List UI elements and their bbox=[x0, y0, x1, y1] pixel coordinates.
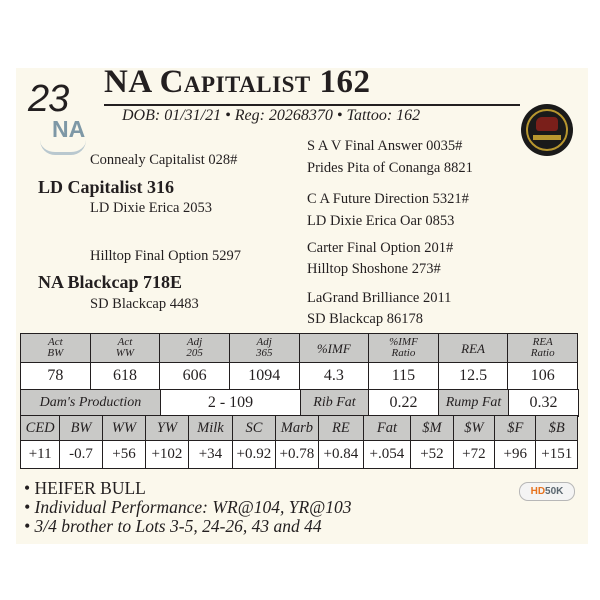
title-divider bbox=[104, 104, 520, 106]
epd-value: +34 bbox=[188, 441, 233, 469]
epd-header: $F bbox=[495, 416, 536, 441]
registration-line: DOB: 01/31/21 • Reg: 20268370 • Tattoo: 162 bbox=[122, 107, 421, 124]
dams-production-label: Dam's Production bbox=[21, 390, 161, 417]
perf-header: Adj 365 bbox=[229, 334, 299, 363]
dam-sire: Hilltop Final Option 5297 bbox=[90, 248, 242, 264]
pedigree-right-6: Hilltop Shoshone 273# bbox=[307, 261, 441, 277]
pedigree-right-4: LD Dixie Erica Oar 0853 bbox=[307, 213, 455, 229]
note-item: • HEIFER BULL bbox=[24, 478, 146, 498]
epd-value: +0.78 bbox=[275, 441, 318, 469]
angus-association-seal-icon bbox=[521, 104, 573, 156]
epd-header: RE bbox=[319, 416, 364, 441]
epd-header: WW bbox=[102, 416, 145, 441]
rump-fat-value: 0.32 bbox=[509, 390, 579, 417]
epd-value: +96 bbox=[495, 441, 536, 469]
perf-value: 12.5 bbox=[438, 363, 508, 390]
perf-value: 606 bbox=[160, 363, 230, 390]
epd-header: Milk bbox=[188, 416, 233, 441]
epd-header: CED bbox=[21, 416, 60, 441]
notes-list bbox=[24, 479, 352, 536]
pedigree-right-5: Carter Final Option 201# bbox=[307, 240, 454, 256]
epd-value: -0.7 bbox=[60, 441, 102, 469]
rump-fat-label: Rump Fat bbox=[439, 390, 509, 417]
epd-value: +102 bbox=[146, 441, 188, 469]
epd-value: +11 bbox=[21, 441, 60, 469]
rib-fat-label: Rib Fat bbox=[301, 390, 369, 417]
sire-dam: LD Dixie Erica 2053 bbox=[90, 200, 213, 216]
perf-header: Act BW bbox=[21, 334, 91, 363]
production-table bbox=[20, 389, 579, 417]
dams-production-value: 2 - 109 bbox=[161, 390, 301, 417]
epd-value: +0.84 bbox=[319, 441, 364, 469]
perf-value: 115 bbox=[369, 363, 439, 390]
seal-cow bbox=[536, 117, 558, 131]
sire-sire: Connealy Capitalist 028# bbox=[90, 152, 238, 168]
epd-header: SC bbox=[233, 416, 275, 441]
epd-value: +72 bbox=[453, 441, 494, 469]
epd-table bbox=[20, 415, 578, 469]
perf-header: Act WW bbox=[90, 334, 160, 363]
perf-value: 1094 bbox=[229, 363, 299, 390]
epd-header: $B bbox=[536, 416, 578, 441]
epd-value: +56 bbox=[102, 441, 145, 469]
note-item: • Individual Performance: WR@104, YR@103 bbox=[24, 497, 352, 517]
sire: LD Capitalist 316 bbox=[38, 177, 175, 197]
perf-header: %IMF Ratio bbox=[369, 334, 439, 363]
epd-header: YW bbox=[146, 416, 188, 441]
perf-value: 78 bbox=[21, 363, 91, 390]
seal-band bbox=[533, 135, 561, 140]
epd-value: +0.92 bbox=[233, 441, 275, 469]
dam-dam: SD Blackcap 4483 bbox=[90, 296, 199, 312]
perf-value: 618 bbox=[90, 363, 160, 390]
perf-header: Adj 205 bbox=[160, 334, 230, 363]
pedigree-right-7: LaGrand Brilliance 2011 bbox=[307, 290, 452, 306]
perf-value: 106 bbox=[508, 363, 578, 390]
perf-header: REA Ratio bbox=[508, 334, 578, 363]
epd-value: +.054 bbox=[363, 441, 411, 469]
hd50k-badge: HD50K bbox=[519, 482, 575, 501]
lot-number: 23 bbox=[28, 78, 69, 120]
epd-header: $M bbox=[411, 416, 453, 441]
rib-fat-value: 0.22 bbox=[369, 390, 439, 417]
perf-header: REA bbox=[438, 334, 508, 363]
animal-name: NA Capitalist 162 bbox=[104, 64, 371, 100]
note-item: • 3/4 brother to Lots 3-5, 24-26, 43 and 44 bbox=[24, 516, 322, 536]
herd-prefix-logo: NA bbox=[52, 116, 86, 142]
epd-header: Fat bbox=[363, 416, 411, 441]
perf-value: 4.3 bbox=[299, 363, 369, 390]
dam: NA Blackcap 718E bbox=[38, 272, 183, 292]
epd-value: +52 bbox=[411, 441, 453, 469]
pedigree-right-2: Prides Pita of Conanga 8821 bbox=[307, 160, 473, 176]
epd-header: $W bbox=[453, 416, 494, 441]
epd-value: +151 bbox=[536, 441, 578, 469]
pedigree-right-8: SD Blackcap 86178 bbox=[307, 311, 423, 327]
perf-header: %IMF bbox=[299, 334, 369, 363]
performance-table bbox=[20, 333, 578, 390]
pedigree-right-1: S A V Final Answer 0035# bbox=[307, 138, 463, 154]
epd-header: Marb bbox=[275, 416, 318, 441]
epd-header: BW bbox=[60, 416, 102, 441]
pedigree-right-3: C A Future Direction 5321# bbox=[307, 191, 469, 207]
